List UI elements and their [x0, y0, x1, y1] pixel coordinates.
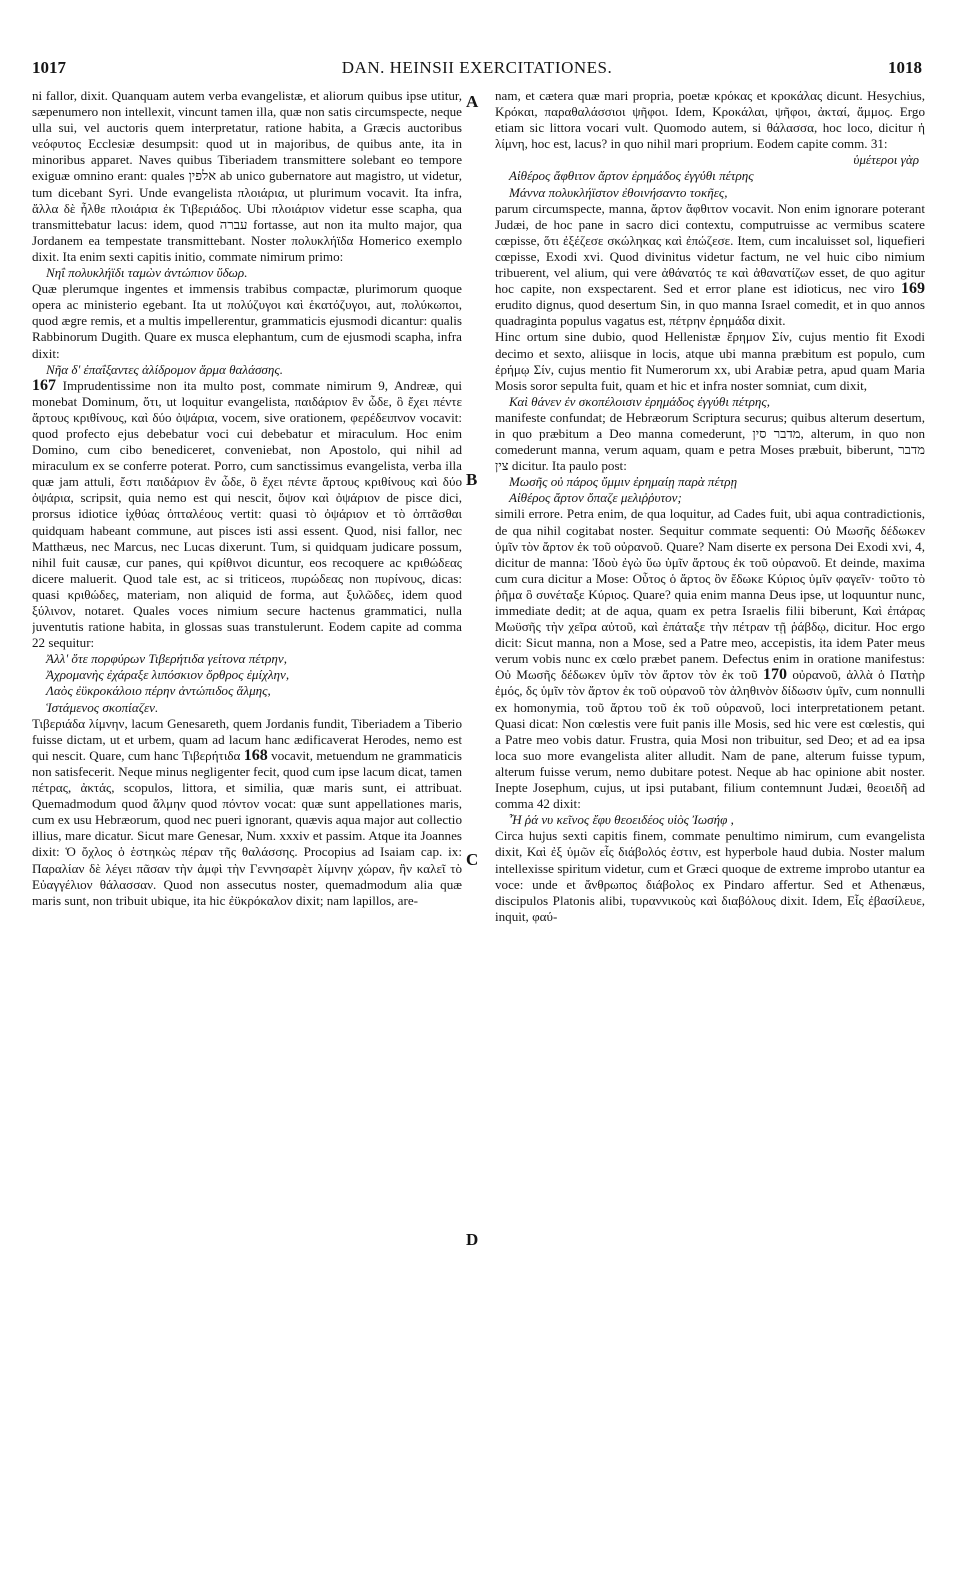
- margin-letter-b: B: [466, 470, 478, 489]
- verse-line: Αἰθέρος ἄφθιτον ἄρτον ἐρημάδος ἐγγύθι πέτρης: [509, 168, 754, 184]
- paragraph-text: simili errore. Petra enim, de qua loquitur, ad Cades fuit, ubi aqua contradictionis, de qua nihil cogitabat noster. Sequitur commate sequenti: Οὐ Μωσῆς δέδωκεν ὑμῖν τὸν ἄρτον ἐκ τοῦ οὐρανοῦ. Quare? Nam diserte ex persona Dei Exodi xvi, 4, dicitur de manna: Ἰδοὺ ἐγὼ ὕω ὑμῖν ἄρτους ἐκ τοῦ οὐρανοῦ. Et deinde, maxima cum cura dicitur a Mose: Οὗτος ὁ ἄρτος ὃν ἔδωκε Κύριος ὑμῖν φαγεῖν· τοῦτο τὸ ῥῆμα ὃ συνέταξε Κύριος. Quare? quia enim manna Deus ipse, ut loquuntur nunc, immediate dedit; at de aqua, quam ex petra Israelis filii biberunt, Καὶ ἐπάρας Μωϋσῆς τὴν χεῖρα αὐτοῦ, καὶ ἐπάταξε τὴν πέτραν τῇ ῥάβδῳ, dicitur. Hoc ergo dicit: Sicut manna, non a Mose, sed a Patre meo, accepistis, ita idem Pater meus verum vobis nunc ex cœlo præbet panem. Defectus enim in oratione manifestus: Οὐ Μωσῆς δέδωκεν ὑμῖν τὸν ἄρτον τὸν ἐκ τοῦ: [495, 506, 925, 683]
- paragraph: Hinc ortum sine dubio, quod Hellenistæ ἔρημον Σίν, cujus mentio fit Exodi decimo et sexto, aliisque in locis, atque ubi manna præbitum est populo, cum ἐρήμῳ Σίν, cujus mentio fit Numerorum xx, ubi Arabiæ petra, apud quam Maria Mosis soror sepulta fuit, quam et hic et infra noster somniat, cum dixit,: [495, 329, 925, 393]
- paragraph: ni fallor, dixit. Quanquam autem verba evangelistæ, et aliorum quibus ipse utitur, sæpenumero non intellexit, vincunt tamen illa, quæ non satis circumspecte, neque ulla sui, vel auctoris quem interpretatur, ratione habita, a Græcis auctoribus νεόφυτος Ecclesiæ desumpsit: quod ut in majoribus, de quibus ante, ita in minoribus apparet. Naves quibus Tiberiadem transmittere solebant eo tempore exiguæ omnino erant: quales אלפין ab unico gubernatore aut magistro, ut videtur, tum dicebant Syri. Unde evangelista πλοιάρια, ut plurimum vocavit. Ita infra, ἄλλα δὲ ἦλθε πλοιάρια ἐκ Τιβεριάδος. Ubi πλοιάριον videtur esse scapha, qua transmittebatur lacus: idem, quod עברה fortasse, aut non ita multo major, qua Jordanem ea tempestate transmittebant. Noster πολυκλήϊδα Homerico exemplo dixit. Ita enim sexti capitis initio, commate nimirum primo:: [32, 88, 462, 264]
- page-header: [32, 58, 922, 84]
- verse-line: Αἰθέρος ἄρτον ὄπαζε μελιῤῥυτον;: [509, 490, 682, 506]
- verse-line: Μάννα πολυκλήϊστον ἐθοινήσαντο τοκῆες,: [509, 184, 728, 200]
- paragraph: [32, 378, 462, 652]
- verse-quote: Καὶ θάνεν ἐν σκοπέλοισιν ἐρημάδος ἐγγύθι πέτρης,: [509, 393, 770, 409]
- right-column: [495, 88, 925, 1578]
- section-number: 167: [32, 376, 56, 394]
- paragraph: [495, 201, 925, 330]
- verse-line: Ἀλλ' ὅτε πορφύρων Τιβερήτιδα γείτονα πέτρην,: [46, 651, 287, 667]
- paragraph: Circa hujus sexti capitis finem, commate penultimo nimirum, cum evangelista dixit, Καὶ ἐξ ὑμῶν εἷς διάβολός ἐστιν, est hyperbole haud dubia. Noster malum intellexisse spiritum videtur, cum et Græci quoque de extreme improbo utantur ea voce: unde et ἄνθρωπος διάβολος ex Pindaro affertur. Sed et Athenæus, discipulos Platonis alibi, τυραννικοὺς καὶ διαβόλους dixit. Idem, Εἷς ἐβασίλευε, inquit, φαύ-: [495, 828, 925, 924]
- margin-letter-a: A: [466, 92, 479, 111]
- section-number: 169: [901, 280, 925, 298]
- margin-letter-c: C: [466, 850, 479, 869]
- paragraph: manifeste confundat; de Hebræorum Scriptura securus; quibus alterum desertum, in quo præbitum a Deo manna comederunt, מדבר סין, alterum, in quo non comederunt manna, verum aquam, quam e petra Moses præbuit, biberunt, מדבר צין dicitur. Ita paulo post:: [495, 409, 925, 474]
- margin-letter-d: D: [466, 1230, 479, 1249]
- left-page-number: 1017: [32, 58, 66, 77]
- paragraph: [495, 506, 925, 812]
- paragraph-text: Imprudentissime non ita multo post, commate nimirum 9, Andreæ, qui monebat Dominum, ὅτι, ut loquitur evangelista, παιδάριον ἓν ὧδε, ὃ ἔχει πέντε ἄρτους κριθίνους, καὶ δύο ὀψάρια, vocem, sive orationem, φερέδειπνον vocavit: quod profecto ejus debebatur voci cui debebatur et miraculum. Hoc enim Domino, cum cibo benediceret, conveniebat, non Apostolo, qui nihil ad miraculum ex se conferre poterat. Porro, cum sanctissimus evangelista, verba illa quæ jam attuli, ἔστι παιδάριον ἓν ὧδε, ὃ ἔχει πέντε ἄρτους κριθίνους καὶ δύο ὀψάρια, scripsit, quia nemo est qui nescit, ὄψον καὶ ὀψάριον de pisce dici, prorsus idiotice ἰχθύας ὀπταλέους vertit: quasi τὸ ὀψάριον et τὸ ὀπτᾶσθαι quidquam habeant commune, aut pisces isti assi essent. Quod, nisi fallor, nec Matthæus, nec Marcus, nec Lucas dixerunt. Tum, si quidquam judicare possum, nihil fuit causæ, cur panes, qui κρίθινοι dicuntur, eos recoquere ac κριθώδεας dicere maluerit. Quod tale est, ac si triticeos, πυρώδεας non πυρίνους, dicas: quasi κριθώδες, materiam, non aliquid de forma, aut ξυλῶδες, idem quod ξύλινον, notaret. Quales voces nimium secure hactenus grammatici, nulla juventutis ratione habita, in glossas suas transtulerunt. Eodem capite ad comma 22 sequitur:: [32, 377, 462, 651]
- paragraph-text: οὐρανοῦ, ἀλλὰ ὁ Πατὴρ ἐμός, δς ὑμῖν τὸν ἄρτον ἐκ τοῦ οὐρανοῦ τὸν ἀληθινὸν δίδωσιν ὑμῖν, cum nonnulli ex homonymia, τοῦ ἄρτου τοῦ ἐκ τοῦ οὐρανοῦ, loci interpretationem petant. Quasi dicat: Non cœlestis vere fuit panis ille Mosis, sed hic vere est cœlestis, qui a Patre meo vobis datur. Frustra, quia Mosi non tribuitur, sed Deo; et ad ea ipsa loca suo more evangelista aliter alludit. Nam de pane, alterum fuisse typum, alterum fuisse verum, nemo dubitare potest. Neque ab hac opinione abit noster. Inepte Josephum, cujus, ut ipsi putabant, filium contemnunt Judæi, θεοειδῆ ad comma 42 dixit:: [495, 667, 925, 812]
- verse-line: ὑμέτεροι γὰρ: [853, 152, 919, 168]
- paragraph-text: parum circumspecte, manna, ἄρτον ἄφθιτον vocavit. Non enim ignorare poterant Judæi, de hoc pane in sacro dici contextu, computruisse ac vermibus scatere cœpisse, ὅτι ἐξέζεσε σκώληκας καὶ ἐπώζεσε. Item, cum incaluisset sol, liquefieri cœpisse, Exodi xvi. Quod divinitus videtur factum, ne vel huic cibo nimium tribuerent, vel alium, qui vere ἀθάνατός τε καὶ ἀθανατίζων esset, de quo agitur hoc capite, non exspectarent. Sed et error plane est idioticus, nec viro: [495, 200, 925, 297]
- left-column: [32, 88, 462, 1578]
- right-page-number: 1018: [888, 58, 922, 77]
- paragraph: [32, 716, 462, 909]
- running-title: DAN. HEINSII EXERCITATIONES.: [341, 58, 613, 77]
- paragraph-text: Τιβεριάδα λίμνην, lacum Genesareth, quem Jordanis fundit, Tiberiadem a Tiberio fuisse dictam, ut et urbem, quam ad lacum hanc ædificaverat Herodes, nemo est qui nescit. Quare, cum hanc Τιβερήτιδα: [32, 715, 462, 763]
- verse-line: Λαὸς ἐϋκροκάλοιο πέρην ἀντώπιδος ἅλμης,: [46, 683, 271, 699]
- section-number: 170: [762, 666, 787, 684]
- paragraph: nam, et cætera quæ mari propria, poetæ κρόκας et κροκάλας dicunt. Hesychius, Κρόκαι, παραθαλάσσιοι ψῆφοι. Idem, Κροκάλαι, ψῆφοι, ἀκταί, ἄμμος. Ergo etiam sic littora vocari vult. Quomodo autem, si θάλασσα, hoc loco, dicitur ἡ λίμνη, hoc est, lacus? in quo nihil mari proprium. Eodem capite comm. 31:: [495, 88, 925, 152]
- paragraph-text: vocavit, metuendum ne grammaticis non satisfecerit. Neque minus negligenter fecit, quod cum ipse lacum dicat, tamen πέτρας, ἀκτάς, scopulos, littora, et similia, quæ maris sunt, ei attribuat. Quemadmodum quod ἅλμην quod πόντον vocat: quæ sunt appellationes maris, cum ex usu Hebræorum, quod nec pueri ignorant, quævis aqua major aut collectio illius, mare dicatur. Sicut mare Genesar, Num. xxxiv et passim. Atque ita Joannes dixit: Ὁ ὄχλος ὁ ἑστηκὼς πέραν τῆς θαλάσσης. Procopius ad Isaiam cap. ix: Παραλίαν δὲ λέγει πᾶσαν τὴν ἀμφὶ τὴν Γεννησαρὲτ λίμνην χώραν, ἣν καλεῖ τὸ Εὐαγγέλιον θάλασσαν. Quod non assecutus noster, quemadmodum alia quæ maris sunt, non tribuit ubique, ita hic ἐϋκρόκαλον dixit; nam lapillos, are-: [32, 747, 462, 908]
- verse-line: Μωσῆς οὐ πάρος ὔμμιν ἐρημαίῃ παρὰ πέτρῃ: [509, 474, 738, 490]
- verse-quote: Νῆα δ' ἐπαΐξαντες ἀλίδρομον ἅρμα θαλάσσης.: [46, 361, 283, 377]
- section-number: 168: [243, 746, 268, 764]
- verse-line: Ἱστάμενος σκοπίαζεν.: [46, 699, 159, 715]
- paragraph-text: erudito dignus, quod desertum Sin, in quo manna Israel comedit, et in quo annos quadraginta populus vagatus est, πέτρην ἐρημάδα dixit.: [495, 297, 925, 329]
- verse-line: Ἀχρομανὴς ἐχάραξε λιπόσκιον ὄρθρος ἐμίχλην,: [46, 667, 290, 683]
- verse-quote: Ἦ ῥά νυ κεῖνος ἔφυ θεοειδέος υἱὸς Ἰωσήφ ,: [509, 812, 734, 828]
- verse-quote: Νηΐ πολυκλήϊδι ταμὼν ἀντώπιον ὕδωρ.: [46, 265, 248, 281]
- paragraph: Quæ plerumque ingentes et immensis trabibus compactæ, plurimorum quoque opera ac ministerio egebant. Ita ut πολύζυγοι καὶ ἑκατόζυγοι, aut, πολύκωποι, quod ægre remis, et a multis impellerentur, grammaticis ejusmodi dicantur: qualis Rabbinorum Dugith. Quare ex musca elephantum, cum de ejusmodi scapha, infra dixit:: [32, 281, 462, 361]
